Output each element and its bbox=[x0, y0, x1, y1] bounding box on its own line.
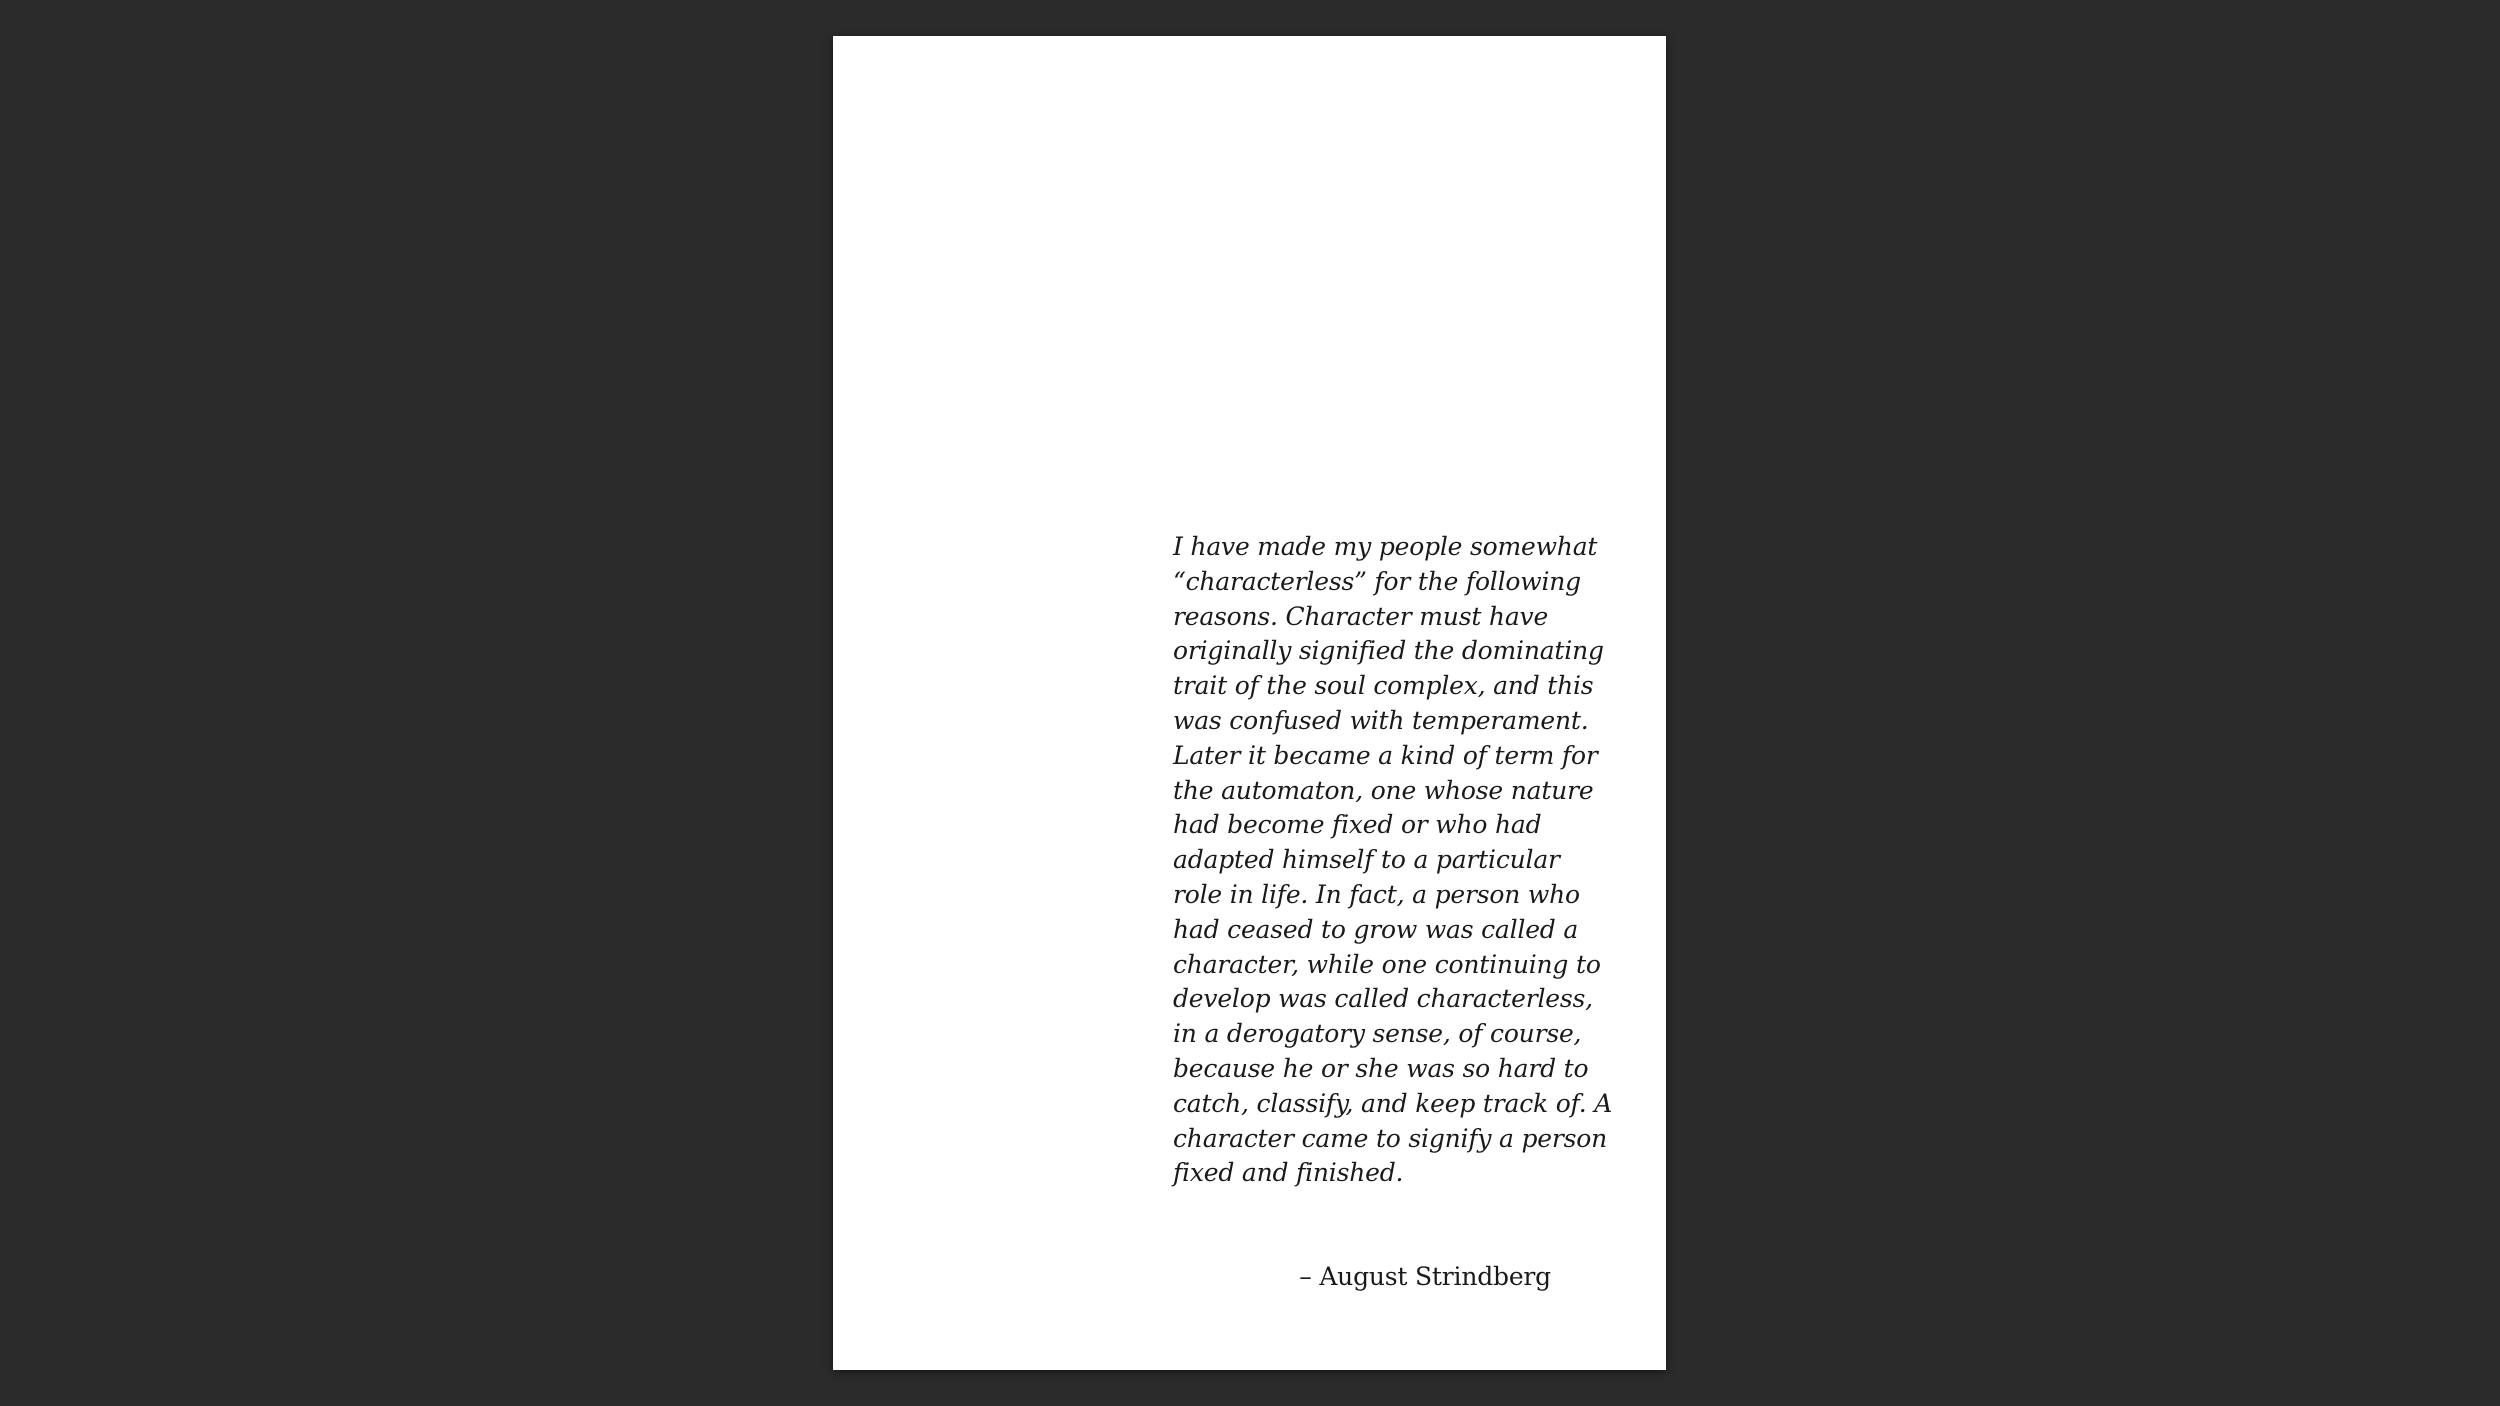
quote-line: had become fixed or who had bbox=[1173, 810, 1542, 840]
quote-line: originally signified the dominating bbox=[1173, 636, 1604, 666]
quote-line: character, while one continuing to bbox=[1173, 949, 1601, 979]
quote-line: adapted himself to a particular bbox=[1173, 845, 1560, 875]
quote-line: develop was called characterless, bbox=[1173, 984, 1593, 1014]
quote-line: trait of the soul complex, and this bbox=[1173, 671, 1594, 701]
quote-text bbox=[1173, 530, 1613, 1191]
quote-line: “characterless” for the following bbox=[1173, 566, 1581, 596]
quote-attribution: – August Strindberg bbox=[1299, 1262, 1551, 1291]
quote-line: character came to signify a person bbox=[1173, 1123, 1608, 1153]
quote-line: had ceased to grow was called a bbox=[1173, 914, 1579, 944]
quote-line: reasons. Character must have bbox=[1173, 601, 1549, 631]
quote-line: role in life. In fact, a person who bbox=[1173, 879, 1580, 909]
quote-line: I have made my people somewhat bbox=[1173, 532, 1598, 561]
quote-line: because he or she was so hard to bbox=[1173, 1053, 1589, 1083]
quote-line: catch, classify, and keep track of. A bbox=[1173, 1088, 1613, 1118]
quote-line: in a derogatory sense, of course, bbox=[1173, 1019, 1582, 1049]
quote-line: was confused with temperament. bbox=[1173, 705, 1589, 735]
document-page bbox=[833, 36, 1666, 1370]
quote-line: fixed and finished. bbox=[1173, 1158, 1404, 1188]
quote-line: Later it became a kind of term for bbox=[1173, 740, 1598, 770]
quote-line: the automaton, one whose nature bbox=[1173, 775, 1594, 805]
